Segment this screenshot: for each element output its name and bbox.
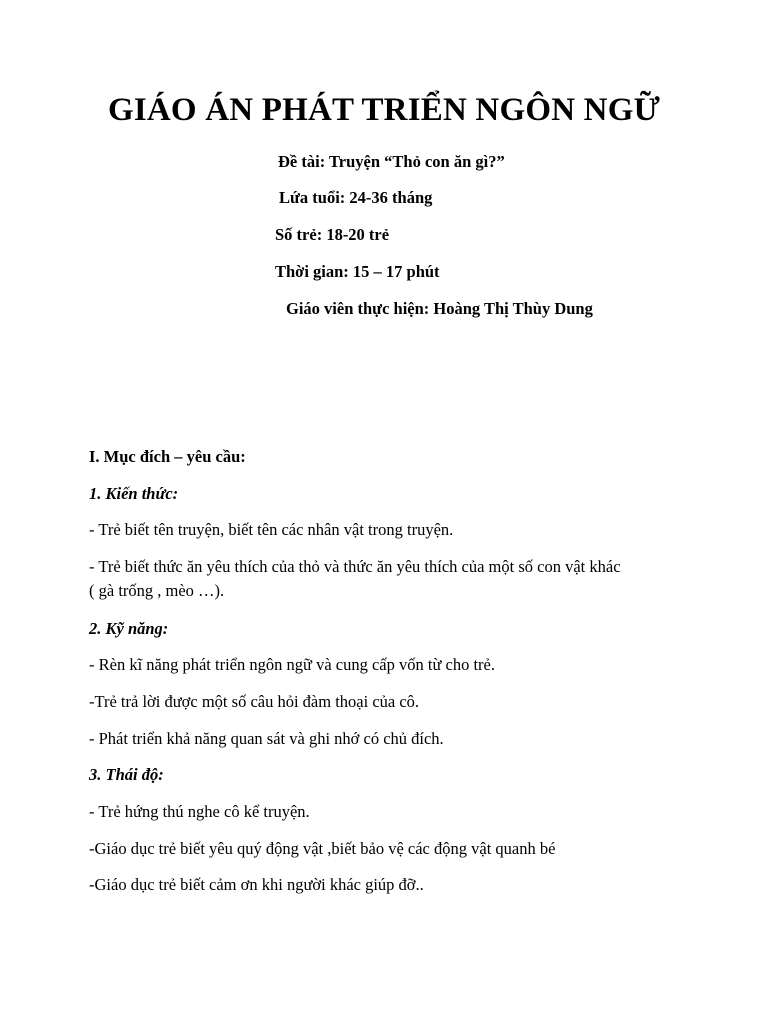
children-count-line: Số trẻ: 18-20 trẻ xyxy=(275,225,390,244)
age-line: Lứa tuổi: 24-36 tháng xyxy=(279,188,433,207)
subheading-skills: 2. Kỹ năng: xyxy=(89,619,169,638)
skills-item: - Phát triển khả năng quan sát và ghi nhớ có chủ đích. xyxy=(89,729,444,748)
knowledge-item-continuation: ( gà trống , mèo …). xyxy=(89,581,225,600)
teacher-line: Giáo viên thực hiện: Hoàng Thị Thùy Dung xyxy=(286,299,593,318)
attitude-item: -Giáo dục trẻ biết yêu quý động vật ,biết bảo vệ các động vật quanh bé xyxy=(89,839,556,858)
knowledge-item: - Trẻ biết thức ăn yêu thích của thỏ và thức ăn yêu thích của một số con vật khác xyxy=(89,557,621,576)
subheading-attitude: 3. Thái độ: xyxy=(89,765,164,784)
topic-line: Đề tài: Truyện “Thỏ con ăn gì?” xyxy=(278,152,505,171)
duration-line: Thời gian: 15 – 17 phút xyxy=(275,262,440,281)
skills-item: - Rèn kĩ năng phát triển ngôn ngữ và cung cấp vốn từ cho trẻ. xyxy=(89,655,495,674)
document-title: GIÁO ÁN PHÁT TRIỂN NGÔN NGỮ xyxy=(107,92,661,128)
attitude-item: - Trẻ hứng thú nghe cô kể truyện. xyxy=(89,802,310,821)
section-heading-goals: I. Mục đích – yêu cầu: xyxy=(89,447,246,466)
knowledge-item: - Trẻ biết tên truyện, biết tên các nhân vật trong truyện. xyxy=(89,520,454,539)
skills-item: -Trẻ trả lời được một số câu hỏi đàm thoại của cô. xyxy=(89,692,420,711)
attitude-item: -Giáo dục trẻ biết cảm ơn khi người khác giúp đỡ.. xyxy=(89,875,424,894)
subheading-knowledge: 1. Kiến thức: xyxy=(89,484,179,503)
